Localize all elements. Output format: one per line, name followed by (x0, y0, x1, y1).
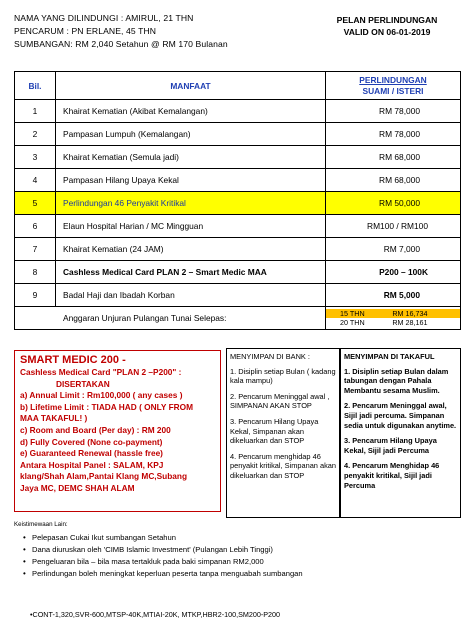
table-row (15, 284, 461, 307)
smart-medic-line: c) Room and Board (Per day) : RM 200 (20, 424, 171, 435)
bank-title: MENYIMPAN DI BANK : (230, 352, 310, 361)
row-value: RM 78,000 (326, 100, 461, 123)
table-row (15, 100, 461, 123)
col-header-coverage-2: SUAMI / ISTERI (362, 85, 424, 96)
insured-name: NAMA YANG DILINDUNGI : AMIRUL, 21 THN (14, 13, 194, 23)
feature-text: Pengeluaran bila – bila masa tertakluk pada baki simpanan RM2,000 (32, 557, 264, 566)
projection-amount: RM 16,734 (390, 309, 460, 318)
smart-medic-line: Jaya MC, DEMC SHAH ALAM (20, 482, 135, 493)
smart-medic-line: Antara Hospital Panel : SALAM, KPJ (20, 459, 164, 470)
feature-item (23, 557, 264, 566)
row-benefit: Khairat Kematian (Semula jadi) (56, 146, 326, 169)
smart-medic-line: b) Lifetime Limit : TIADA HAD ( ONLY FROM (20, 401, 194, 412)
bullet-icon: • (23, 569, 26, 578)
row-value: RM 78,000 (326, 123, 461, 146)
row-no: 6 (15, 215, 56, 238)
table-row (15, 169, 461, 192)
table-header-row (15, 72, 461, 100)
plan-title: PELAN PERLINDUNGAN (336, 15, 438, 25)
projection-row-15 (326, 309, 460, 318)
table-row (15, 238, 461, 261)
smart-medic-line: a) Annual Limit : Rm100,000 ( any cases ) (20, 390, 183, 401)
bank-point: 1. Disiplin setiap Bulan ( kadang kala mampu) (230, 366, 336, 386)
row-value: RM 7,000 (326, 238, 461, 261)
row-benefit: Khairat Kematian (Akibat Kemalangan) (56, 100, 326, 123)
smart-medic-box (14, 350, 221, 512)
table-row (15, 123, 461, 146)
row-value: RM 5,000 (326, 284, 461, 307)
bank-point: 4. Pencarum menghidap 46 penyakit kritikal, Simpanan akan dikeluarkan dan STOP (230, 451, 336, 480)
row-no: 9 (15, 284, 56, 307)
projection-amount: RM 28,161 (392, 318, 428, 327)
bank-savings-box (226, 348, 340, 518)
row-benefit: Badal Haji dan Ibadah Korban (56, 284, 326, 307)
contributor-name: PENCARUM : PN ERLANE, 45 THN (14, 26, 157, 36)
takaful-point: 4. Pencarum Menghidap 46 penyakit kritikal, Sijil jadi Percuma (344, 461, 440, 490)
smart-medic-line: klang/Shah Alam,Pantai Klang MC,Subang (20, 471, 188, 482)
feature-text: Dana diuruskan oleh 'CIMB Islamic Investment' (Pulangan Lebih Tinggi) (32, 545, 273, 554)
plan-codes: •CONT-1,320,SVR-600,MTSP-40K,MTIAI-20K, MTKP,HBR2-100,SM200-P200 (30, 610, 281, 619)
bullet-icon: • (23, 533, 26, 542)
row-benefit: Khairat Kematian (24 JAM) (56, 238, 326, 261)
takaful-point: 3. Pencarum Hilang Upaya Kekal, Sijil jadi Percuma (344, 436, 437, 455)
row-value: RM 50,000 (326, 192, 461, 215)
feature-item (23, 533, 176, 542)
feature-item (23, 545, 273, 554)
projection-cell (326, 307, 461, 330)
table-row (15, 215, 461, 238)
bullet-icon: • (23, 557, 26, 566)
row-no: 2 (15, 123, 56, 146)
features-title: Keistimewaan Lain: (14, 521, 68, 528)
takaful-point: 1. Disiplin setiap Bulan dalam tabungan dengan Pahala Membantu sesama Muslim. (344, 366, 449, 395)
bank-point: 2. Pencarum Meninggal awal , SIMPANAN AKAN STOP (230, 391, 330, 411)
smart-medic-title: SMART MEDIC 200 - (20, 354, 126, 366)
takaful-title: MENYIMPAN DI TAKAFUL (344, 352, 435, 361)
takaful-point: 2. Pencarum Meninggal awal, Sijil jadi percuma. Simpanan sedia untuk digunakan anytime. (344, 401, 457, 430)
table-row (15, 146, 461, 169)
row-value: RM100 / RM100 (326, 215, 461, 238)
feature-text: Pelepasan Cukai Ikut sumbangan Setahun (32, 533, 176, 542)
feature-text: Perlindungan boleh meningkat keperluan peserta tanpa menguabah sumbangan (32, 569, 303, 578)
projection-term: 20 THN (340, 318, 365, 327)
row-benefit: Pampasan Hilang Upaya Kekal (56, 169, 326, 192)
row-value: RM 68,000 (326, 169, 461, 192)
col-header-no: Bil. (15, 72, 56, 100)
smart-medic-line: Cashless Medical Card "PLAN 2 –P200" : (20, 367, 182, 377)
col-header-coverage-1: PERLINDUNGAN (359, 74, 427, 85)
row-no: 5 (15, 192, 56, 215)
smart-medic-line: e) Guaranteed Renewal (hassle free) (20, 448, 163, 459)
row-no: 1 (15, 100, 56, 123)
col-header-benefit: MANFAAT (56, 72, 326, 100)
row-value: RM 68,000 (326, 146, 461, 169)
benefits-table (14, 71, 461, 330)
col-header-coverage (326, 72, 461, 100)
row-no: 4 (15, 169, 56, 192)
takaful-savings-box (340, 348, 461, 518)
row-no: 8 (15, 261, 56, 284)
row-no: 3 (15, 146, 56, 169)
row-benefit: Elaun Hospital Harian / MC Mingguan (56, 215, 326, 238)
row-benefit: Cashless Medical Card PLAN 2 – Smart Medic MAA (56, 261, 326, 284)
row-value: P200 – 100K (326, 261, 461, 284)
bullet-icon: • (23, 545, 26, 554)
row-no: 7 (15, 238, 56, 261)
table-row (15, 261, 461, 284)
plan-valid-date: VALID ON 06-01-2019 (343, 27, 431, 37)
projection-row-20 (326, 318, 460, 327)
projection-term: 15 THN (326, 309, 390, 318)
projection-table (326, 309, 460, 327)
smart-medic-line: DISERTAKAN (56, 378, 110, 389)
row-benefit: Perlindungan 46 Penyakit Kritikal (56, 192, 326, 215)
contribution-amount: SUMBANGAN: RM 2,040 Setahun @ RM 170 Bulanan (14, 39, 228, 49)
projection-label: Anggaran Unjuran Pulangan Tunai Selepas: (15, 307, 326, 330)
row-benefit: Pampasan Lumpuh (Kemalangan) (56, 123, 326, 146)
smart-medic-line: d) Fully Covered (None co-payment) (20, 436, 163, 447)
table-row-highlighted (15, 192, 461, 215)
smart-medic-line: MAA TAKAFUL! ) (20, 413, 88, 424)
feature-item (23, 569, 303, 578)
projection-row (15, 307, 461, 330)
bank-point: 3. Pencarum Hilang Upaya Kekal, Simpanan akan dikeluarkan dan STOP (230, 416, 319, 446)
plan-heading (317, 14, 457, 38)
